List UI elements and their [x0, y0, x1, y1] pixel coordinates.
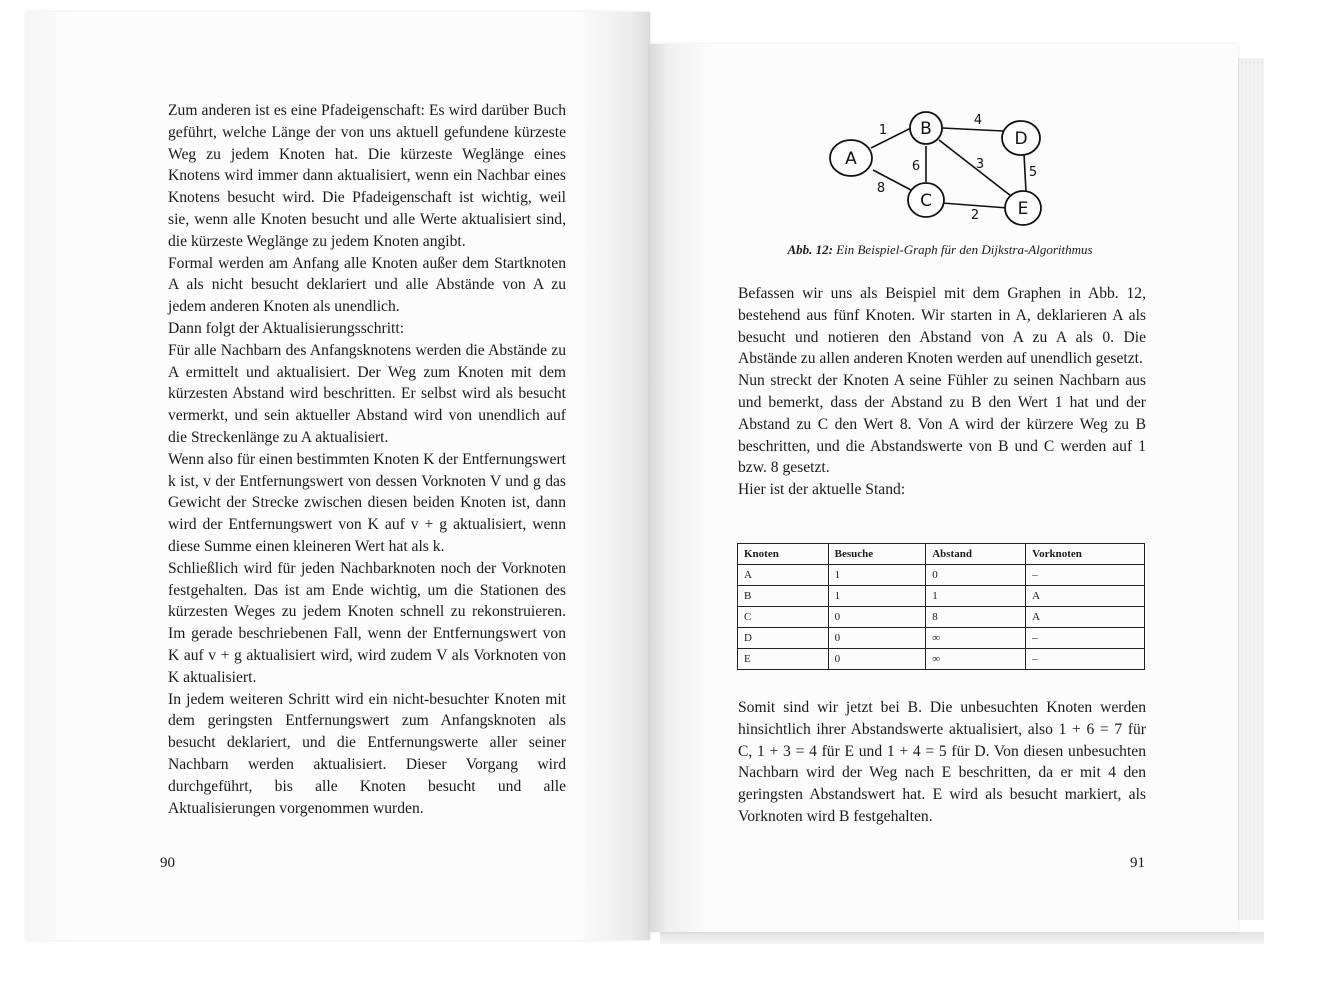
page-edges-right	[1238, 58, 1264, 920]
table-cell: 1	[926, 586, 1026, 607]
weight-c-e: 2	[970, 208, 980, 223]
weight-d-e: 5	[1028, 165, 1038, 180]
paragraph: In jedem weiteren Schritt wird ein nicht-besuchter Knoten mit dem geringsten Entfernungswert zum Anfangsknoten als besucht deklariert, und die Entfernungswerte aller seiner Nachbarn werden aktualisiert. Dieser Vorgang wird durchgeführt, bis alle Knoten besucht und alle Aktualisierungen vorgenommen wurden.	[168, 690, 566, 817]
table-cell: –	[1026, 565, 1145, 586]
table-row	[738, 628, 1145, 649]
table-cell: C	[738, 607, 829, 628]
table-row	[738, 586, 1145, 607]
weight-a-c: 8	[876, 181, 886, 196]
node-c-label: C	[920, 191, 932, 211]
node-a-label: A	[845, 149, 857, 169]
table-row	[738, 607, 1145, 628]
figure-caption	[740, 242, 1140, 258]
page-number-right: 91	[1130, 855, 1145, 871]
table-cell: D	[738, 628, 829, 649]
right-page-text-top	[738, 283, 1146, 501]
table-cell: A	[1026, 586, 1145, 607]
table-row	[738, 649, 1145, 670]
edge-b-d	[942, 128, 1003, 131]
table-cell: 0	[828, 607, 926, 628]
table-cell: 0	[828, 649, 926, 670]
node-b-label: B	[920, 119, 932, 139]
graph-nodes	[830, 112, 1041, 225]
paragraph: Befassen wir uns als Beispiel mit dem Graphen in Abb. 12, bestehend aus fünf Knoten. Wir starten in A, deklarieren A als besucht und notieren den Abstand von A zu A als 0. Die Abstände zu allen anderen Knoten werden auf unendlich gesetzt.	[738, 285, 1146, 368]
table-cell: E	[738, 649, 829, 670]
page-number-left: 90	[160, 855, 175, 871]
table-header-row	[738, 544, 1145, 565]
table-cell: –	[1026, 649, 1145, 670]
paragraph: Dann folgt der Aktualisierungsschritt:	[168, 319, 405, 337]
header-besuche: Besuche	[828, 544, 926, 565]
right-page-text-bottom	[738, 697, 1146, 828]
edge-a-b	[871, 128, 911, 148]
table-cell: 1	[828, 565, 926, 586]
weight-b-d: 4	[973, 113, 983, 128]
page-edges-bottom	[660, 932, 1264, 944]
table-cell: ∞	[926, 649, 1026, 670]
weight-a-b: 1	[878, 123, 888, 138]
paragraph: Hier ist der aktuelle Stand:	[738, 481, 906, 499]
paragraph: Schließlich wird für jeden Nachbarknoten noch der Vorknoten festgehalten. Das ist am Ende wichtig, um die Stationen des kürzesten Weges zu jedem Knoten schnell zu rekonstruieren. Im gerade beschriebenen Fall, wenn der Entfernungswert von K auf v + g aktualisiert wird, wird zudem V als Vorknoten von K aktualisiert.	[168, 559, 566, 686]
header-abstand: Abstand	[926, 544, 1026, 565]
figure-caption-text: Ein Beispiel-Graph für den Dijkstra-Algorithmus	[832, 242, 1093, 257]
paragraph: Für alle Nachbarn des Anfangsknotens werden die Abstände zu A ermittelt und aktualisiert. Der Weg zum Knoten mit dem kürzesten Abstand wird beschritten. Er selbst wird als besucht vermerkt, und sein aktueller Abstand wird von unendlich auf die Streckenlänge zu A aktualisiert.	[168, 341, 566, 446]
edge-d-e	[1024, 154, 1026, 192]
table-cell: 1	[828, 586, 926, 607]
left-page-text	[168, 100, 566, 819]
table-cell: A	[738, 565, 829, 586]
dijkstra-graph-figure	[825, 108, 1055, 238]
table-cell: 0	[926, 565, 1026, 586]
header-vorknoten: Vorknoten	[1026, 544, 1145, 565]
dijkstra-state-table	[737, 543, 1145, 670]
table-cell: A	[1026, 607, 1145, 628]
paragraph: Formal werden am Anfang alle Knoten außer dem Startknoten A als nicht besucht deklariert und alle Abstände von A zu jedem anderen Knoten als unendlich.	[168, 254, 566, 316]
table-cell: B	[738, 586, 829, 607]
table-cell: 8	[926, 607, 1026, 628]
paragraph: Nun streckt der Knoten A seine Fühler zu seinen Nachbarn aus und bemerkt, dass der Abstand zu B den Wert 1 hat und der Abstand zu C den Wert 8. Von A wird der kürzere Weg zu B beschritten, und die Abstandswerte von B und C werden auf 1 bzw. 8 gesetzt.	[738, 372, 1146, 477]
paragraph: Zum anderen ist es eine Pfadeigenschaft: Es wird darüber Buch geführt, welche Länge der von uns aktuell gefundene kürzeste Weg zu jedem Knoten hat. Die kürzeste Weglänge eines Knotens wird immer dann aktualisiert, wenn ein Nachbar eines Knotens besucht wird. Die Pfadeigenschaft ist wichtig, weil sie, wenn alle Knoten besucht und alle Werte aktualisiert sind, die kürzeste Weglänge zu jedem Knoten angibt.	[168, 102, 566, 250]
table-cell: –	[1026, 628, 1145, 649]
node-d-label: D	[1014, 129, 1028, 149]
paragraph: Wenn also für einen bestimmten Knoten K der Entfernungswert k ist, v der Entfernungswert von dessen Vorknoten V und g das Gewicht der Strecke zwischen diesen beiden Knoten ist, dann wird der Entfernungswert von K auf v + g aktualisiert, wenn diese Summe einen kleineren Wert hat als k.	[168, 450, 567, 555]
table-cell: ∞	[926, 628, 1026, 649]
weight-b-c: 6	[911, 159, 921, 174]
header-knoten: Knoten	[738, 544, 829, 565]
paragraph: Somit sind wir jetzt bei B. Die unbesuchten Knoten werden hinsichtlich ihrer Abstandswerte aktualisiert, also 1 + 6 = 7 für C, 1 + 3 = 4 für E und 1 + 4 = 5 für D. Von diesen unbesuchten Nachbarn wird der Weg nach E beschritten, da er mit 4 den geringsten Abstandswert hat. E wird als besucht markiert, als Vorknoten wird B festgehalten.	[738, 699, 1146, 825]
weight-b-e: 3	[975, 157, 985, 172]
figure-caption-label: Abb. 12:	[787, 242, 833, 257]
node-e-label: E	[1017, 199, 1029, 219]
table-row	[738, 565, 1145, 586]
table-cell: 0	[828, 628, 926, 649]
